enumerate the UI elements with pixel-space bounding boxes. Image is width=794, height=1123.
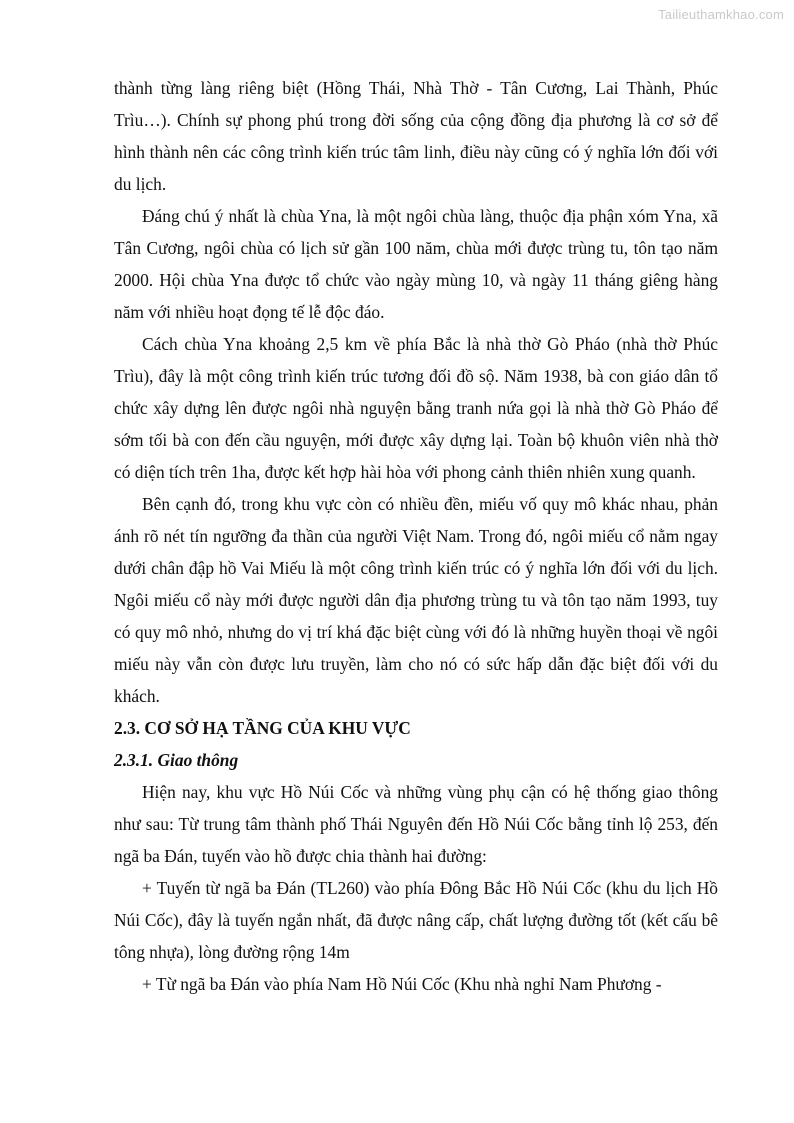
paragraph-yna-pagoda: Đáng chú ý nhất là chùa Yna, là một ngôi chùa làng, thuộc địa phận xóm Yna, xã Tân Cương, ngôi chùa có lịch sử gần 100 năm, chùa mới được trùng tu, tôn tạo năm 2000. Hội chùa Yna được tổ chức vào ngày mùng 10, và ngày 11 tháng giêng hàng năm với nhiều hoạt đọng tế lễ độc đáo.	[114, 206, 718, 322]
subsection-heading: 2.3.1. Giao thông	[114, 750, 239, 770]
paragraph-temple-intro: thành từng làng riêng biệt (Hồng Thái, Nhà Thờ - Tân Cương, Lai Thành, Phúc Trìu…). Chính sự phong phú trong đời sống của cộng đồng địa phương là cơ sở để hình thành nên các công trình kiến trúc tâm linh, điều này cũng có ý nghĩa lớn đối với du lịch.	[114, 78, 718, 194]
watermark: Tailieuthamkhao.com	[658, 7, 784, 22]
page-body	[114, 72, 718, 1000]
paragraph-route-northeast: + Tuyến từ ngã ba Đán (TL260) vào phía Đông Bắc Hồ Núi Cốc (khu du lịch Hồ Núi Cốc), đây là tuyến ngắn nhất, đã được nâng cấp, chất lượng đường tốt (kết cấu bê tông nhựa), lòng đường rộng 14m	[114, 878, 718, 962]
paragraph-shrines: Bên cạnh đó, trong khu vực còn có nhiều đền, miếu vố quy mô khác nhau, phản ánh rõ nét tín ngưỡng đa thần của người Việt Nam. Trong đó, ngôi miếu cổ nằm ngay dưới chân đập hồ Vai Miếu là một công trình kiến trúc có ý nghĩa lớn đối với du lịch. Ngôi miếu cổ này mới được người dân địa phương trùng tu và tôn tạo năm 1993, tuy có quy mô nhỏ, nhưng do vị trí khá đặc biệt cùng với đó là những huyền thoại về ngôi miếu này vẫn còn được lưu truyền, làm cho nó có sức hấp dẫn đặc biệt đối với du khách.	[114, 494, 718, 706]
paragraph-go-phao-church: Cách chùa Yna khoảng 2,5 km về phía Bắc là nhà thờ Gò Pháo (nhà thờ Phúc Trìu), đây là một công trình kiến trúc tương đối đồ sộ. Năm 1938, bà con giáo dân tổ chức xây dựng lên được ngôi nhà nguyện bằng tranh nứa gọi là nhà thờ Gò Pháo để sớm tối bà con đến cầu nguyện, mới được xây dựng lại. Toàn bộ khuôn viên nhà thờ có diện tích trên 1ha, được kết hợp hài hòa với phong cảnh thiên nhiên xung quanh.	[114, 334, 718, 482]
paragraph-transport-overview: Hiện nay, khu vực Hồ Núi Cốc và những vùng phụ cận có hệ thống giao thông như sau: Từ trung tâm thành phố Thái Nguyên đến Hồ Núi Cốc bằng tỉnh lộ 253, đến ngã ba Đán, tuyến vào hồ được chia thành hai đường:	[114, 782, 718, 866]
section-heading: 2.3. CƠ SỞ HẠ TẦNG CỦA KHU VỰC	[114, 718, 411, 738]
paragraph-route-south: + Từ ngã ba Đán vào phía Nam Hồ Núi Cốc (Khu nhà nghỉ Nam Phương -	[142, 974, 662, 994]
